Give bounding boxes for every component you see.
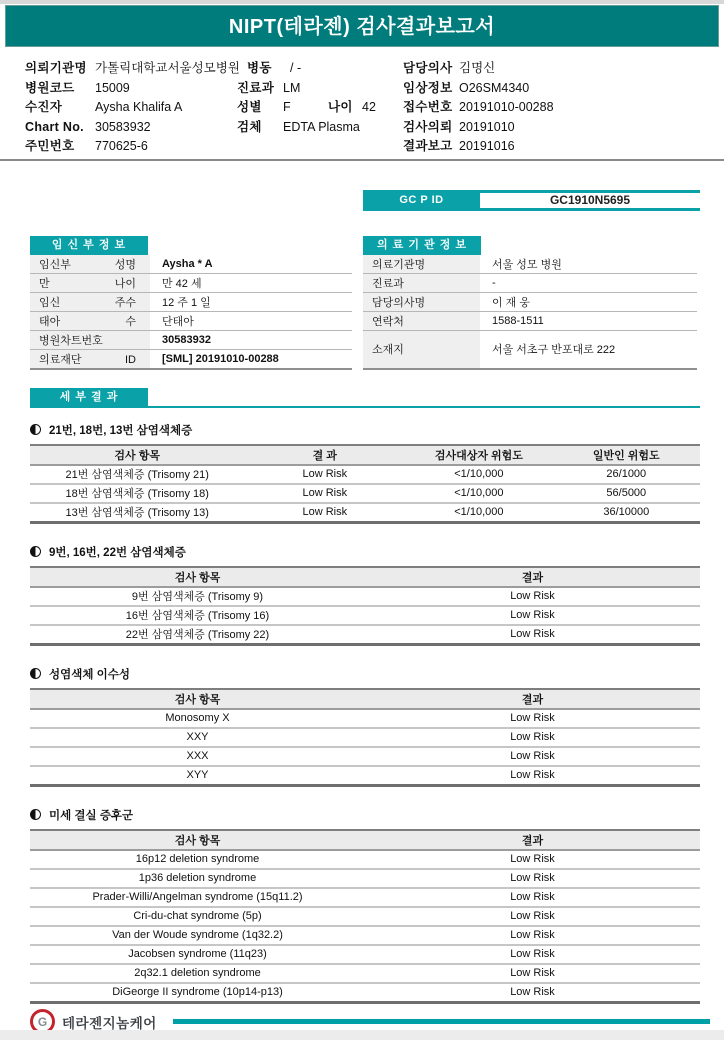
page-title: NIPT(테라젠) 검사결과보고서 (228, 16, 496, 38)
row-value: 1588-1511 (480, 311, 697, 330)
cell-test-item: 13번 삼염색체증 (Trisomy 13) (30, 503, 244, 523)
cell-subject-risk: <1/10,000 (454, 468, 504, 480)
table-header-row (30, 830, 700, 850)
table-row (30, 926, 700, 945)
cell-result: Low Risk (365, 728, 700, 747)
field-label: 결과보고 (403, 139, 453, 153)
table-row (30, 484, 700, 503)
cell-test-item: Jacobsen syndrome (11q23) (30, 945, 365, 964)
table-row (363, 292, 697, 311)
cell-result: Low Risk (365, 606, 700, 625)
gc-p-id-value: GC1910N5695 (480, 190, 700, 211)
column-header: 검사 항목 (30, 567, 365, 587)
half-circle-bullet-icon (30, 668, 41, 679)
table-row (363, 330, 697, 369)
cell-population-risk: 56/5000 (553, 484, 700, 503)
tab-detailed-results: 세 부 결 과 (30, 388, 148, 407)
cell-test-item: XXX (30, 747, 365, 766)
order-info-row (0, 59, 724, 79)
table-row (30, 273, 352, 292)
cell-test-item: 18번 삼염색체증 (Trisomy 18) (30, 484, 244, 503)
table-row (30, 503, 700, 523)
cell-result: Low Risk (365, 983, 700, 1003)
row-label: 태아 수 (30, 311, 150, 330)
cell-result: Low Risk (510, 853, 555, 865)
row-label: 소재지 (363, 330, 480, 369)
cell-test-item: XYY (30, 766, 365, 786)
field-value: 20191010-00288 (459, 100, 554, 114)
cell-test-item: 2q32.1 deletion syndrome (30, 964, 365, 983)
header-divider (0, 159, 724, 161)
field-label: 의뢰기관명 (25, 61, 87, 75)
cell-test-item: XXY (30, 728, 365, 747)
order-info-row (0, 79, 724, 99)
section-title: 성염색체 이수성 (49, 668, 130, 681)
field-label: Chart No. (25, 119, 84, 134)
table-row (30, 869, 700, 888)
cell-result: Low Risk (510, 712, 555, 724)
table-row (30, 728, 700, 747)
column-header: 결과 (365, 567, 700, 587)
column-header: 결 과 (244, 445, 405, 465)
cell-result: Low Risk (244, 484, 405, 503)
field-label: 검사의뢰 (403, 119, 453, 134)
table-row (30, 850, 700, 869)
tab-hospital-info: 의 료 기 관 정 보 (363, 236, 481, 255)
column-header: 검사 항목 (30, 445, 244, 465)
row-label: 병원차트번호 (30, 330, 150, 349)
field-label: 접수번호 (403, 100, 453, 114)
row-label: 임신부 성명 (30, 255, 150, 274)
row-value: [SML] 20191010-00288 (150, 349, 352, 369)
field-label: 담당의사 (403, 61, 453, 75)
cell-test-item: 16p12 deletion syndrome (135, 853, 260, 865)
table-row (363, 273, 697, 292)
info-tables-section (30, 235, 697, 370)
table-header-row (30, 689, 700, 709)
row-value: - (480, 273, 697, 292)
section-title: 9번, 16번, 22번 삼염색체증 (49, 546, 186, 559)
row-label: 진료과 (363, 273, 480, 292)
cell-result: Low Risk (365, 964, 700, 983)
table-row (30, 983, 700, 1003)
table-row (30, 606, 700, 625)
page-top-margin (0, 0, 724, 4)
table-row (30, 311, 352, 330)
column-header: 일반인 위험도 (553, 445, 700, 465)
trisomy-9-16-22-table (30, 566, 700, 646)
cell-test-item: DiGeorge II syndrome (10p14-p13) (30, 983, 365, 1003)
row-label: 임신 주수 (30, 292, 150, 311)
column-header: 검사대상자 위험도 (405, 445, 552, 465)
cell-test-item: 16번 삼염색체증 (Trisomy 16) (30, 606, 365, 625)
field-label: 병동 (247, 61, 272, 75)
tab-mother-info: 임 신 부 정 보 (30, 236, 148, 255)
table-row (30, 945, 700, 964)
trisomy-21-18-13-table (30, 444, 700, 524)
row-value: 30583932 (150, 330, 352, 349)
sex-chromosome-table (30, 688, 700, 787)
cell-result: Low Risk (510, 590, 555, 602)
order-info-block (0, 59, 724, 157)
half-circle-bullet-icon (30, 546, 41, 557)
gc-p-id-label: GC P ID (363, 190, 480, 211)
cell-result: Low Risk (365, 869, 700, 888)
row-label: 담당의사명 (363, 292, 480, 311)
section-heading-microdeletion (30, 807, 724, 823)
field-value: 42 (362, 100, 376, 114)
cell-subject-risk: <1/10,000 (405, 503, 552, 523)
footer-accent-line (173, 1019, 710, 1024)
cell-test-item: Cri-du-chat syndrome (5p) (30, 907, 365, 926)
cell-result: Low Risk (365, 766, 700, 786)
table-row (30, 292, 352, 311)
column-header: 검사 항목 (30, 689, 365, 709)
field-value: 30583932 (95, 119, 151, 134)
row-value: 12 주 1 일 (150, 292, 352, 311)
order-info-row (0, 137, 724, 157)
cell-population-risk: 36/10000 (553, 503, 700, 523)
table-row (30, 888, 700, 907)
row-label: 의료기관명 (363, 255, 480, 274)
field-value: 가톨릭대학교서울성모병원 (95, 61, 240, 75)
cell-test-item: Van der Woude syndrome (1q32.2) (30, 926, 365, 945)
cell-test-item: Prader-Willi/Angelman syndrome (15q11.2) (30, 888, 365, 907)
field-value: O26SM4340 (459, 80, 530, 95)
column-header: 검사 항목 (30, 830, 365, 850)
cell-result: Low Risk (244, 503, 405, 523)
cell-test-item: 21번 삼염색체증 (Trisomy 21) (65, 469, 209, 481)
column-header: 결과 (365, 830, 700, 850)
field-value: LM (283, 80, 301, 95)
table-row (30, 587, 700, 606)
cell-result: Low Risk (365, 907, 700, 926)
row-value: 이 재 웅 (480, 292, 697, 311)
company-name: 테라젠지놈케어 (62, 1015, 157, 1031)
field-value: EDTA Plasma (283, 119, 360, 134)
row-value: 서울 서초구 반포대로 222 (480, 330, 697, 369)
results-tab-underline (30, 387, 700, 408)
order-info-row (0, 118, 724, 138)
table-header-row (30, 567, 700, 587)
cell-result: Low Risk (365, 945, 700, 964)
cell-test-item: 1p36 deletion syndrome (30, 869, 365, 888)
table-row (30, 349, 352, 369)
order-info-row (0, 98, 724, 118)
field-value: Aysha Khalifa A (95, 100, 183, 114)
field-label: 수진자 (25, 100, 63, 114)
table-row (30, 625, 700, 645)
cell-result: Low Risk (365, 926, 700, 945)
table-row (30, 255, 352, 274)
table-row (30, 907, 700, 926)
field-value: 15009 (95, 80, 130, 95)
cell-test-item: 9번 삼염색체증 (Trisomy 9) (131, 591, 264, 603)
hospital-info-table (363, 235, 697, 370)
field-label: 진료과 (237, 80, 275, 95)
cell-result: Low Risk (302, 468, 348, 480)
field-label: 병원코드 (25, 80, 75, 95)
table-row (30, 747, 700, 766)
cell-result: Low Risk (365, 625, 700, 645)
section-heading-trisomy-21-18-13 (30, 422, 724, 438)
column-header: 결과 (365, 689, 700, 709)
cell-test-item: 22번 삼염색체증 (Trisomy 22) (30, 625, 365, 645)
section-heading-trisomy-9-16-22 (30, 544, 724, 560)
row-label: 연락처 (363, 311, 480, 330)
table-row (30, 964, 700, 983)
row-value: Aysha * A (162, 257, 213, 270)
field-label: 주민번호 (25, 139, 75, 153)
mother-info-table (30, 235, 352, 370)
row-value: 서울 성모 병원 (492, 258, 562, 271)
cell-population-risk: 26/1000 (606, 468, 647, 480)
section-title: 미세 결실 증후군 (49, 809, 134, 822)
report-title-banner (5, 5, 719, 47)
table-row (30, 465, 700, 484)
row-label: 의료재단 ID (30, 349, 150, 369)
row-value: 단태아 (150, 311, 352, 330)
row-label: 만 나이 (30, 273, 150, 292)
table-row (30, 709, 700, 728)
half-circle-bullet-icon (30, 424, 41, 435)
table-row (30, 330, 352, 349)
table-row (363, 311, 697, 330)
table-row (30, 766, 700, 786)
field-label: 임상정보 (403, 80, 453, 95)
field-label: 검체 (237, 119, 262, 134)
field-value: / - (290, 61, 302, 75)
table-header-row (30, 445, 700, 465)
cell-result: Low Risk (365, 888, 700, 907)
logo-letter: G (37, 1014, 48, 1029)
field-label: 나이 (328, 100, 353, 114)
gc-p-id-box (363, 190, 700, 211)
microdeletion-table (30, 829, 700, 1004)
field-value: 김명신 (459, 61, 496, 75)
field-value: F (283, 100, 291, 114)
field-label: 성별 (237, 100, 262, 114)
row-value: 만 42 세 (150, 273, 352, 292)
page-bottom-margin (0, 1030, 724, 1040)
field-value: 20191016 (459, 139, 515, 153)
cell-test-item: Monosomy X (165, 712, 230, 724)
field-value: 770625-6 (95, 139, 148, 153)
cell-subject-risk: <1/10,000 (405, 484, 552, 503)
field-value: 20191010 (459, 119, 515, 134)
half-circle-bullet-icon (30, 809, 41, 820)
table-row (363, 255, 697, 274)
section-heading-sex-chromosome (30, 666, 724, 682)
section-title: 21번, 18번, 13번 삼염색체증 (49, 424, 193, 437)
cell-result: Low Risk (365, 747, 700, 766)
